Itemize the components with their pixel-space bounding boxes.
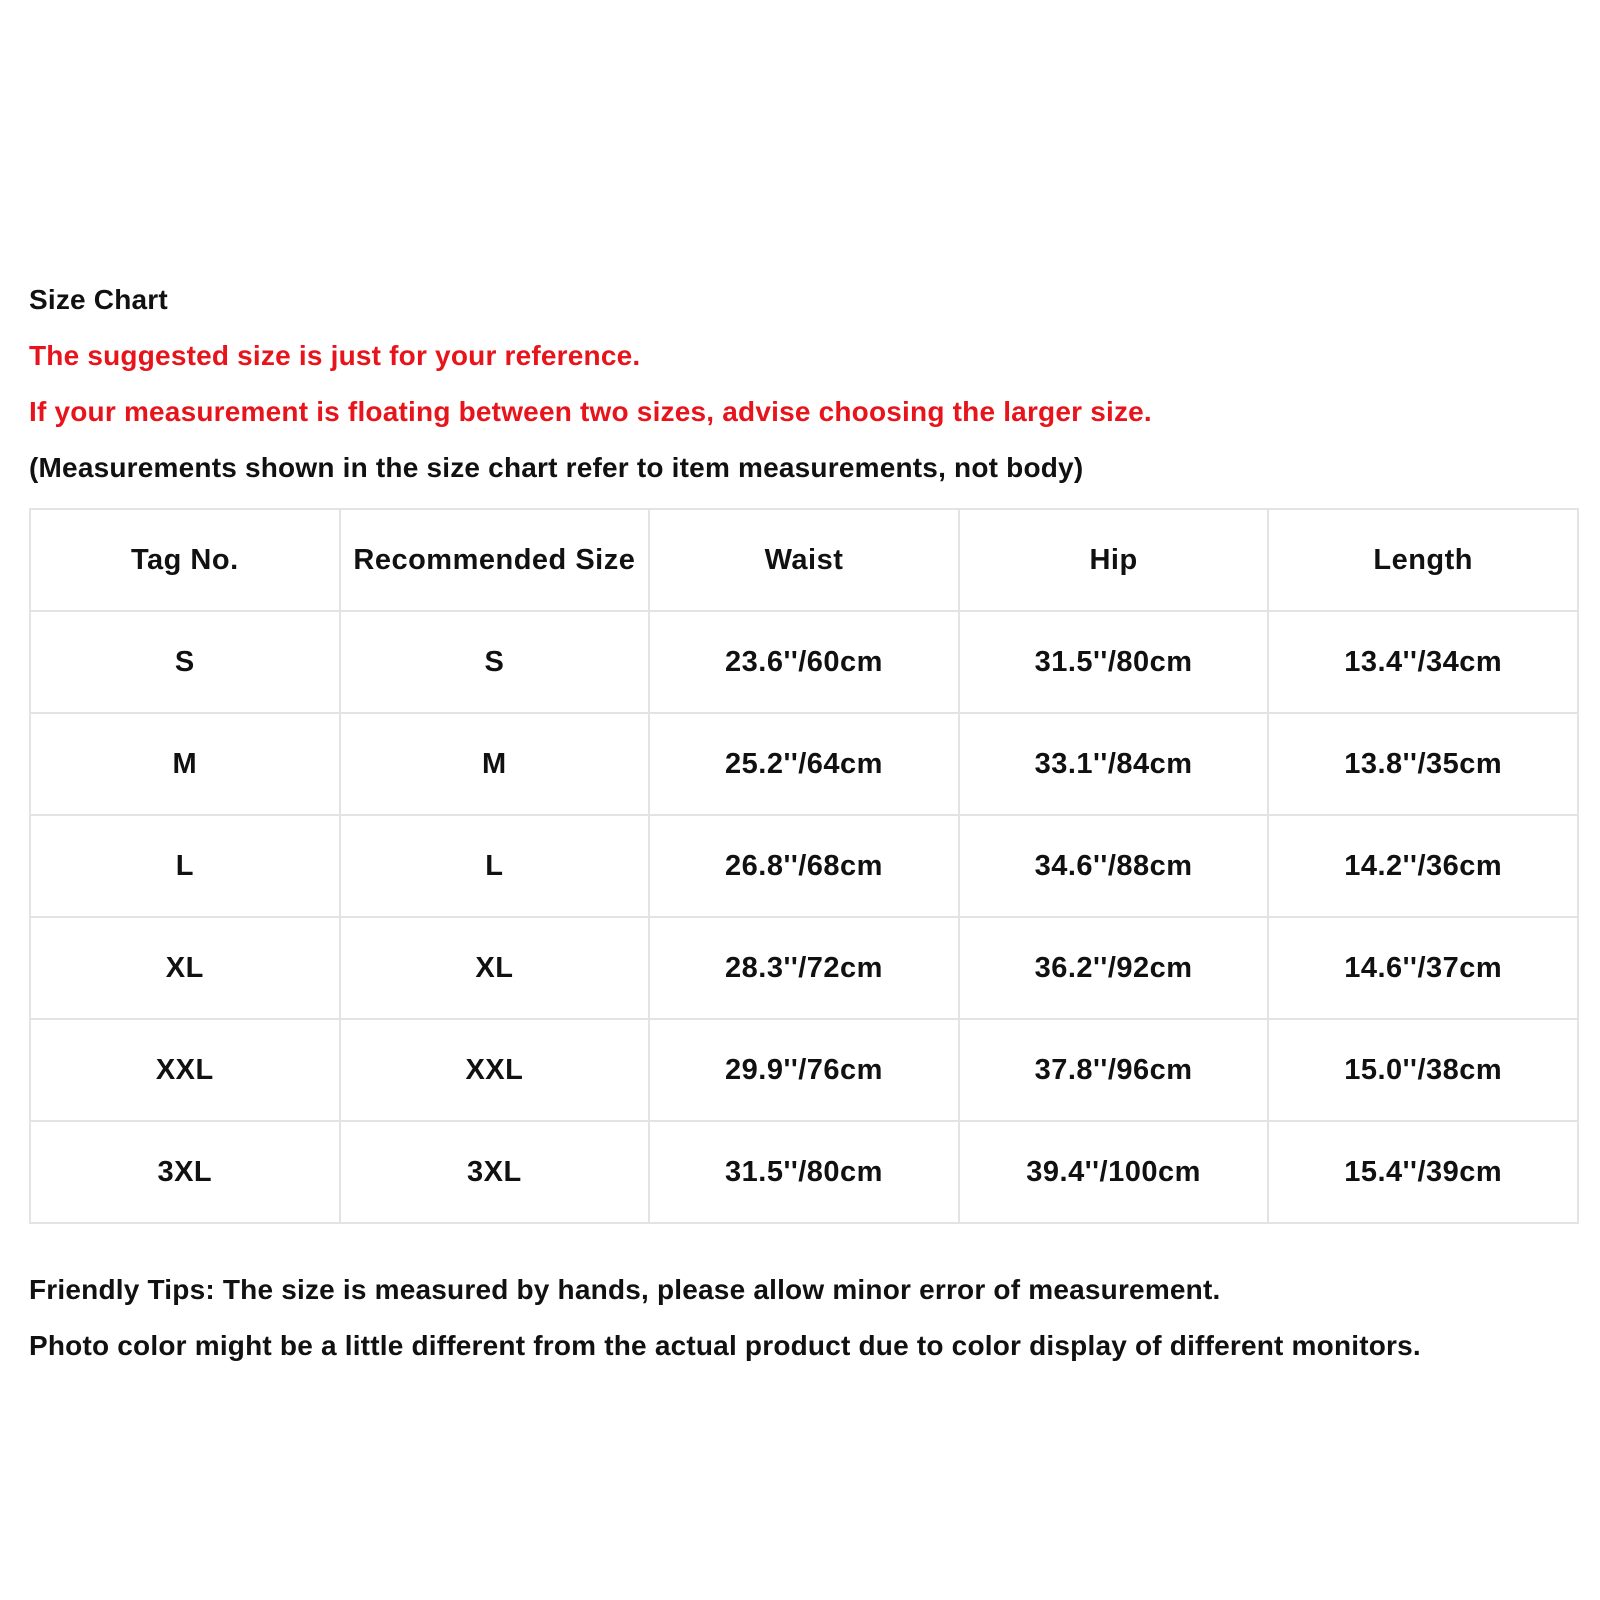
cell-length: 14.2''/36cm xyxy=(1268,815,1578,917)
cell-recommended: L xyxy=(340,815,650,917)
header-waist: Waist xyxy=(649,509,959,611)
table-row xyxy=(30,611,1578,713)
header-length: Length xyxy=(1268,509,1578,611)
table-row xyxy=(30,917,1578,1019)
cell-waist: 28.3''/72cm xyxy=(649,917,959,1019)
cell-length: 15.0''/38cm xyxy=(1268,1019,1578,1121)
cell-tag: 3XL xyxy=(30,1121,340,1223)
tip-measurement: Friendly Tips: The size is measured by hands, please allow minor error of measurement. xyxy=(29,1274,1221,1305)
larger-size-advice: If your measurement is floating between two sizes, advise choosing the larger size. xyxy=(29,396,1152,427)
cell-recommended: XL xyxy=(340,917,650,1019)
cell-length: 13.4''/34cm xyxy=(1268,611,1578,713)
cell-hip: 34.6''/88cm xyxy=(959,815,1269,917)
cell-waist: 29.9''/76cm xyxy=(649,1019,959,1121)
cell-waist: 26.8''/68cm xyxy=(649,815,959,917)
table-header-row xyxy=(30,509,1578,611)
cell-tag: L xyxy=(30,815,340,917)
size-chart-header xyxy=(29,272,1579,496)
cell-waist: 31.5''/80cm xyxy=(649,1121,959,1223)
table-row xyxy=(30,1019,1578,1121)
cell-length: 14.6''/37cm xyxy=(1268,917,1578,1019)
cell-tag: M xyxy=(30,713,340,815)
page-title: Size Chart xyxy=(29,284,168,315)
cell-hip: 39.4''/100cm xyxy=(959,1121,1269,1223)
header-recommended-size: Recommended Size xyxy=(340,509,650,611)
table-row xyxy=(30,815,1578,917)
cell-tag: S xyxy=(30,611,340,713)
table-row xyxy=(30,1121,1578,1223)
tip-photo-color: Photo color might be a little different from the actual product due to color display of different monitors. xyxy=(29,1330,1421,1361)
header-tag-no: Tag No. xyxy=(30,509,340,611)
cell-hip: 33.1''/84cm xyxy=(959,713,1269,815)
cell-waist: 25.2''/64cm xyxy=(649,713,959,815)
cell-tag: XXL xyxy=(30,1019,340,1121)
reference-note: The suggested size is just for your reference. xyxy=(29,340,641,371)
cell-hip: 31.5''/80cm xyxy=(959,611,1269,713)
cell-length: 15.4''/39cm xyxy=(1268,1121,1578,1223)
cell-hip: 36.2''/92cm xyxy=(959,917,1269,1019)
cell-length: 13.8''/35cm xyxy=(1268,713,1578,815)
table-row xyxy=(30,713,1578,815)
cell-recommended: 3XL xyxy=(340,1121,650,1223)
cell-hip: 37.8''/96cm xyxy=(959,1019,1269,1121)
size-table xyxy=(29,508,1579,1224)
friendly-tips xyxy=(29,1262,1579,1374)
measurement-note: (Measurements shown in the size chart refer to item measurements, not body) xyxy=(29,452,1084,483)
cell-recommended: M xyxy=(340,713,650,815)
cell-tag: XL xyxy=(30,917,340,1019)
header-hip: Hip xyxy=(959,509,1269,611)
cell-recommended: XXL xyxy=(340,1019,650,1121)
cell-waist: 23.6''/60cm xyxy=(649,611,959,713)
cell-recommended: S xyxy=(340,611,650,713)
